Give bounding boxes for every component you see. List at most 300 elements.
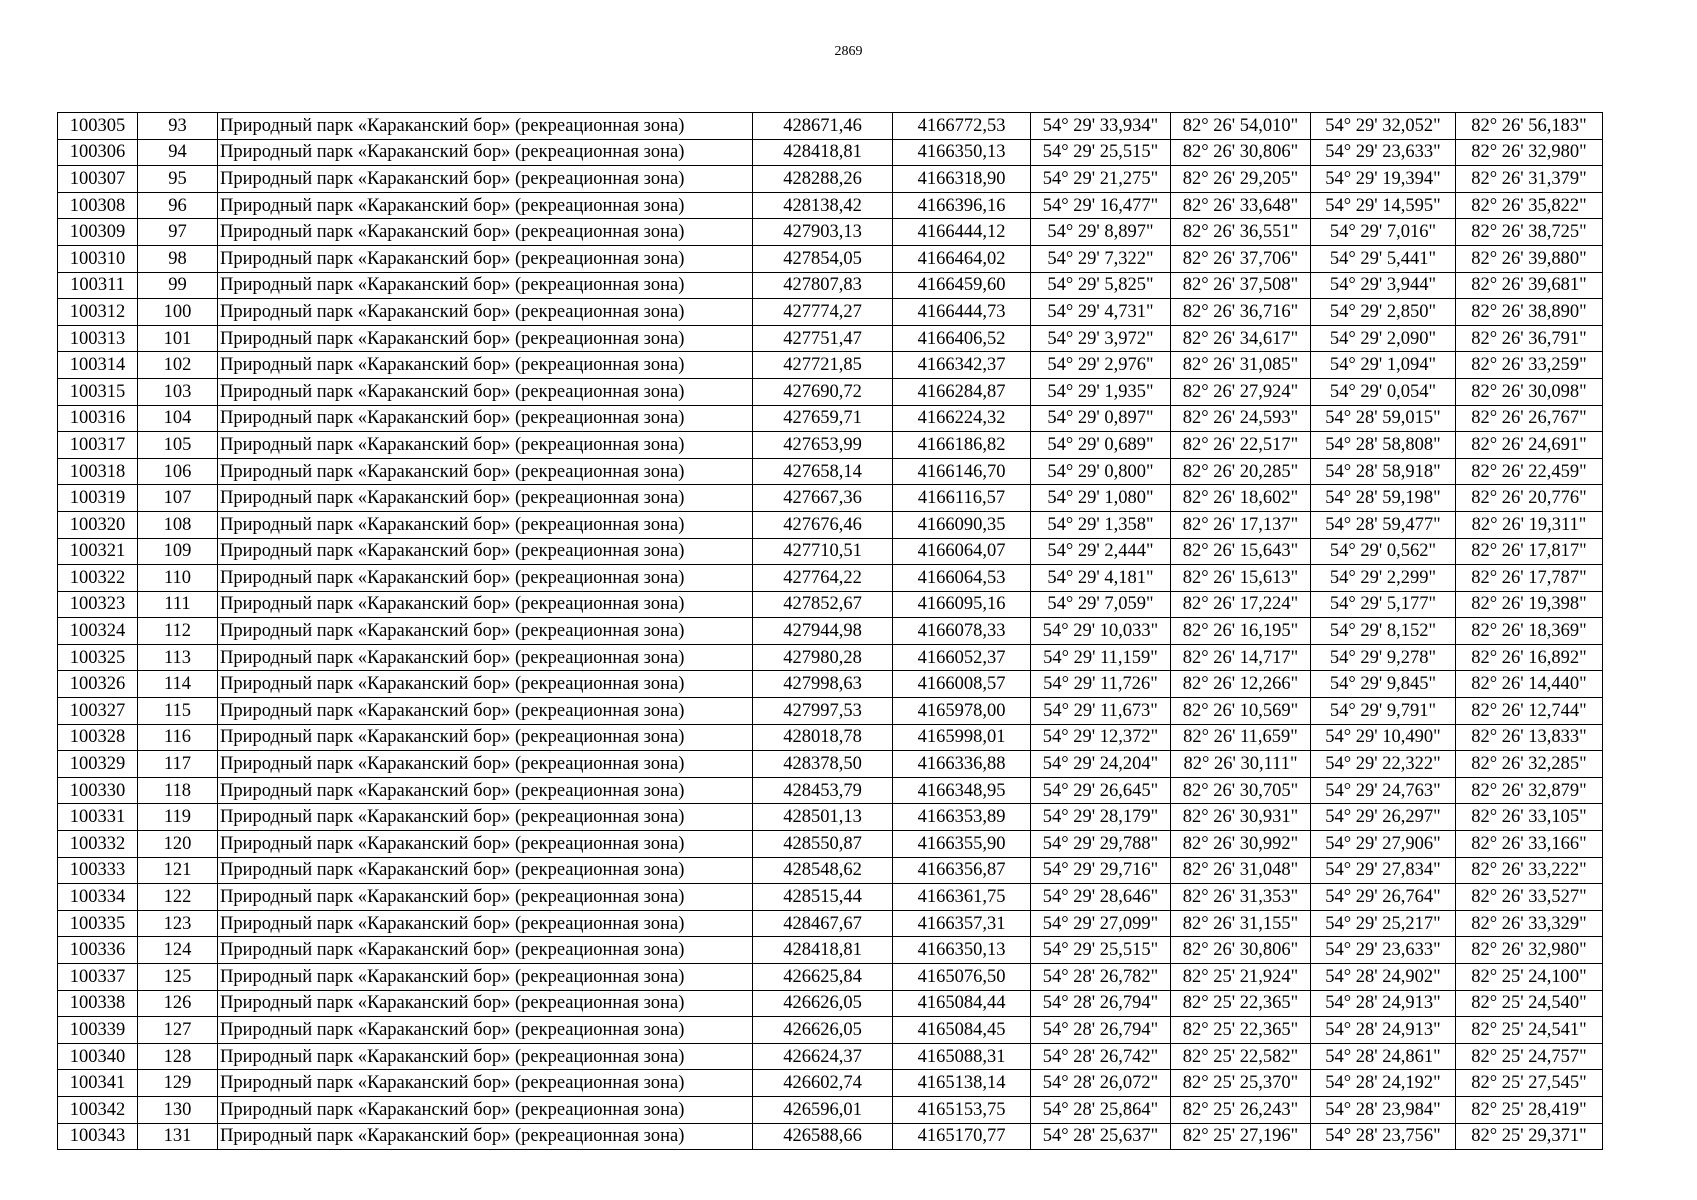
zone-name-cell: Природный парк «Караканский бор» (рекреационная зона) — [218, 1017, 753, 1044]
row-id-cell: 100334 — [58, 884, 138, 911]
row-id-cell: 100343 — [58, 1123, 138, 1150]
y-coordinate-cell: 4166078,33 — [893, 618, 1031, 645]
zone-name-cell: Природный парк «Караканский бор» (рекреационная зона) — [218, 831, 753, 858]
zone-name-cell: Природный парк «Караканский бор» (рекреационная зона) — [218, 139, 753, 166]
longitude-1-cell: 82° 26' 30,931" — [1171, 804, 1311, 831]
longitude-2-cell: 82° 25' 24,100" — [1456, 964, 1603, 991]
x-coordinate-cell: 427852,67 — [753, 591, 893, 618]
longitude-2-cell: 82° 26' 33,259" — [1456, 352, 1603, 379]
row-id-cell: 100319 — [58, 485, 138, 512]
y-coordinate-cell: 4166095,16 — [893, 591, 1031, 618]
x-coordinate-cell: 428548,62 — [753, 857, 893, 884]
zone-name-cell: Природный парк «Караканский бор» (рекреационная зона) — [218, 1043, 753, 1070]
table-row — [58, 405, 1603, 432]
longitude-2-cell: 82° 26' 38,890" — [1456, 299, 1603, 326]
zone-name-cell: Природный парк «Караканский бор» (рекреационная зона) — [218, 618, 753, 645]
y-coordinate-cell: 4166772,53 — [893, 113, 1031, 140]
table-row — [58, 777, 1603, 804]
longitude-1-cell: 82° 26' 36,551" — [1171, 219, 1311, 246]
latitude-1-cell: 54° 29' 11,159" — [1031, 644, 1171, 671]
x-coordinate-cell: 428378,50 — [753, 751, 893, 778]
y-coordinate-cell: 4166090,35 — [893, 511, 1031, 538]
longitude-1-cell: 82° 25' 25,370" — [1171, 1070, 1311, 1097]
longitude-1-cell: 82° 26' 29,205" — [1171, 166, 1311, 193]
table-row — [58, 378, 1603, 405]
longitude-1-cell: 82° 26' 15,643" — [1171, 538, 1311, 565]
x-coordinate-cell: 427658,14 — [753, 458, 893, 485]
point-number-cell: 118 — [138, 777, 218, 804]
zone-name-cell: Природный парк «Караканский бор» (рекреационная зона) — [218, 777, 753, 804]
row-id-cell: 100327 — [58, 698, 138, 725]
zone-name-cell: Природный парк «Караканский бор» (рекреационная зона) — [218, 671, 753, 698]
latitude-2-cell: 54° 29' 3,944" — [1311, 272, 1456, 299]
table-row — [58, 511, 1603, 538]
table-row — [58, 644, 1603, 671]
table-row — [58, 219, 1603, 246]
longitude-2-cell: 82° 26' 20,776" — [1456, 485, 1603, 512]
latitude-1-cell: 54° 29' 7,322" — [1031, 245, 1171, 272]
longitude-1-cell: 82° 25' 22,365" — [1171, 990, 1311, 1017]
row-id-cell: 100325 — [58, 644, 138, 671]
zone-name-cell: Природный парк «Караканский бор» (рекреационная зона) — [218, 990, 753, 1017]
zone-name-cell: Природный парк «Караканский бор» (рекреационная зона) — [218, 1123, 753, 1150]
x-coordinate-cell: 427854,05 — [753, 245, 893, 272]
longitude-2-cell: 82° 26' 16,892" — [1456, 644, 1603, 671]
y-coordinate-cell: 4166064,07 — [893, 538, 1031, 565]
longitude-1-cell: 82° 26' 11,659" — [1171, 724, 1311, 751]
longitude-1-cell: 82° 26' 34,617" — [1171, 325, 1311, 352]
latitude-1-cell: 54° 28' 26,794" — [1031, 990, 1171, 1017]
y-coordinate-cell: 4165088,31 — [893, 1043, 1031, 1070]
y-coordinate-cell: 4165170,77 — [893, 1123, 1031, 1150]
zone-name-cell: Природный парк «Караканский бор» (рекреационная зона) — [218, 485, 753, 512]
x-coordinate-cell: 426602,74 — [753, 1070, 893, 1097]
longitude-1-cell: 82° 26' 31,155" — [1171, 910, 1311, 937]
latitude-1-cell: 54° 29' 0,689" — [1031, 432, 1171, 459]
y-coordinate-cell: 4166318,90 — [893, 166, 1031, 193]
x-coordinate-cell: 426625,84 — [753, 964, 893, 991]
y-coordinate-cell: 4166052,37 — [893, 644, 1031, 671]
table-row — [58, 671, 1603, 698]
latitude-1-cell: 54° 29' 4,181" — [1031, 565, 1171, 592]
latitude-1-cell: 54° 29' 27,099" — [1031, 910, 1171, 937]
longitude-2-cell: 82° 26' 38,725" — [1456, 219, 1603, 246]
point-number-cell: 111 — [138, 591, 218, 618]
latitude-2-cell: 54° 29' 2,850" — [1311, 299, 1456, 326]
row-id-cell: 100314 — [58, 352, 138, 379]
point-number-cell: 129 — [138, 1070, 218, 1097]
zone-name-cell: Природный парк «Караканский бор» (рекреационная зона) — [218, 432, 753, 459]
zone-name-cell: Природный парк «Караканский бор» (рекреационная зона) — [218, 1070, 753, 1097]
latitude-1-cell: 54° 28' 25,637" — [1031, 1123, 1171, 1150]
longitude-1-cell: 82° 26' 27,924" — [1171, 378, 1311, 405]
point-number-cell: 128 — [138, 1043, 218, 1070]
longitude-2-cell: 82° 26' 13,833" — [1456, 724, 1603, 751]
row-id-cell: 100341 — [58, 1070, 138, 1097]
point-number-cell: 102 — [138, 352, 218, 379]
longitude-2-cell: 82° 25' 24,757" — [1456, 1043, 1603, 1070]
row-id-cell: 100321 — [58, 538, 138, 565]
row-id-cell: 100307 — [58, 166, 138, 193]
coordinates-table — [57, 112, 1603, 1150]
row-id-cell: 100336 — [58, 937, 138, 964]
point-number-cell: 113 — [138, 644, 218, 671]
latitude-2-cell: 54° 29' 0,562" — [1311, 538, 1456, 565]
table-row — [58, 192, 1603, 219]
longitude-1-cell: 82° 25' 26,243" — [1171, 1096, 1311, 1123]
x-coordinate-cell: 426588,66 — [753, 1123, 893, 1150]
table-row — [58, 299, 1603, 326]
longitude-2-cell: 82° 26' 30,098" — [1456, 378, 1603, 405]
y-coordinate-cell: 4166361,75 — [893, 884, 1031, 911]
longitude-1-cell: 82° 26' 15,613" — [1171, 565, 1311, 592]
table-row — [58, 804, 1603, 831]
row-id-cell: 100322 — [58, 565, 138, 592]
longitude-2-cell: 82° 26' 35,822" — [1456, 192, 1603, 219]
row-id-cell: 100315 — [58, 378, 138, 405]
longitude-2-cell: 82° 26' 22,459" — [1456, 458, 1603, 485]
x-coordinate-cell: 427676,46 — [753, 511, 893, 538]
longitude-1-cell: 82° 26' 31,353" — [1171, 884, 1311, 911]
point-number-cell: 131 — [138, 1123, 218, 1150]
latitude-2-cell: 54° 28' 58,808" — [1311, 432, 1456, 459]
x-coordinate-cell: 427997,53 — [753, 698, 893, 725]
longitude-2-cell: 82° 26' 14,440" — [1456, 671, 1603, 698]
latitude-2-cell: 54° 29' 24,763" — [1311, 777, 1456, 804]
row-id-cell: 100317 — [58, 432, 138, 459]
latitude-1-cell: 54° 29' 21,275" — [1031, 166, 1171, 193]
zone-name-cell: Природный парк «Караканский бор» (рекреационная зона) — [218, 698, 753, 725]
y-coordinate-cell: 4166396,16 — [893, 192, 1031, 219]
latitude-2-cell: 54° 28' 59,477" — [1311, 511, 1456, 538]
point-number-cell: 114 — [138, 671, 218, 698]
x-coordinate-cell: 426596,01 — [753, 1096, 893, 1123]
x-coordinate-cell: 426624,37 — [753, 1043, 893, 1070]
zone-name-cell: Природный парк «Караканский бор» (рекреационная зона) — [218, 325, 753, 352]
table-row — [58, 485, 1603, 512]
point-number-cell: 108 — [138, 511, 218, 538]
longitude-2-cell: 82° 26' 33,329" — [1456, 910, 1603, 937]
x-coordinate-cell: 427751,47 — [753, 325, 893, 352]
longitude-1-cell: 82° 26' 22,517" — [1171, 432, 1311, 459]
y-coordinate-cell: 4166342,37 — [893, 352, 1031, 379]
longitude-1-cell: 82° 26' 30,806" — [1171, 139, 1311, 166]
longitude-1-cell: 82° 26' 36,716" — [1171, 299, 1311, 326]
longitude-2-cell: 82° 25' 27,545" — [1456, 1070, 1603, 1097]
y-coordinate-cell: 4165076,50 — [893, 964, 1031, 991]
latitude-2-cell: 54° 29' 27,834" — [1311, 857, 1456, 884]
longitude-1-cell: 82° 26' 54,010" — [1171, 113, 1311, 140]
x-coordinate-cell: 428418,81 — [753, 139, 893, 166]
point-number-cell: 120 — [138, 831, 218, 858]
y-coordinate-cell: 4166406,52 — [893, 325, 1031, 352]
zone-name-cell: Природный парк «Караканский бор» (рекреационная зона) — [218, 511, 753, 538]
latitude-1-cell: 54° 29' 8,897" — [1031, 219, 1171, 246]
point-number-cell: 117 — [138, 751, 218, 778]
point-number-cell: 123 — [138, 910, 218, 937]
longitude-1-cell: 82° 26' 30,806" — [1171, 937, 1311, 964]
zone-name-cell: Природный парк «Караканский бор» (рекреационная зона) — [218, 245, 753, 272]
latitude-2-cell: 54° 28' 23,984" — [1311, 1096, 1456, 1123]
table-row — [58, 857, 1603, 884]
point-number-cell: 115 — [138, 698, 218, 725]
x-coordinate-cell: 427690,72 — [753, 378, 893, 405]
longitude-1-cell: 82° 26' 30,705" — [1171, 777, 1311, 804]
y-coordinate-cell: 4166350,13 — [893, 139, 1031, 166]
longitude-1-cell: 82° 26' 10,569" — [1171, 698, 1311, 725]
longitude-2-cell: 82° 26' 33,527" — [1456, 884, 1603, 911]
longitude-1-cell: 82° 26' 31,048" — [1171, 857, 1311, 884]
table-row — [58, 884, 1603, 911]
longitude-1-cell: 82° 26' 37,508" — [1171, 272, 1311, 299]
table-row — [58, 618, 1603, 645]
point-number-cell: 94 — [138, 139, 218, 166]
latitude-1-cell: 54° 29' 29,788" — [1031, 831, 1171, 858]
x-coordinate-cell: 428467,67 — [753, 910, 893, 937]
latitude-1-cell: 54° 29' 4,731" — [1031, 299, 1171, 326]
table-row — [58, 1123, 1603, 1150]
zone-name-cell: Природный парк «Караканский бор» (рекреационная зона) — [218, 352, 753, 379]
y-coordinate-cell: 4166357,31 — [893, 910, 1031, 937]
point-number-cell: 98 — [138, 245, 218, 272]
latitude-2-cell: 54° 29' 23,633" — [1311, 139, 1456, 166]
zone-name-cell: Природный парк «Караканский бор» (рекреационная зона) — [218, 884, 753, 911]
y-coordinate-cell: 4166146,70 — [893, 458, 1031, 485]
row-id-cell: 100338 — [58, 990, 138, 1017]
longitude-2-cell: 82° 26' 32,980" — [1456, 937, 1603, 964]
table-row — [58, 565, 1603, 592]
point-number-cell: 100 — [138, 299, 218, 326]
latitude-2-cell: 54° 29' 19,394" — [1311, 166, 1456, 193]
table-row — [58, 325, 1603, 352]
latitude-2-cell: 54° 29' 10,490" — [1311, 724, 1456, 751]
point-number-cell: 124 — [138, 937, 218, 964]
row-id-cell: 100337 — [58, 964, 138, 991]
zone-name-cell: Природный парк «Караканский бор» (рекреационная зона) — [218, 378, 753, 405]
latitude-1-cell: 54° 28' 26,072" — [1031, 1070, 1171, 1097]
y-coordinate-cell: 4166353,89 — [893, 804, 1031, 831]
zone-name-cell: Природный парк «Караканский бор» (рекреационная зона) — [218, 219, 753, 246]
y-coordinate-cell: 4166064,53 — [893, 565, 1031, 592]
latitude-2-cell: 54° 29' 5,441" — [1311, 245, 1456, 272]
x-coordinate-cell: 428550,87 — [753, 831, 893, 858]
zone-name-cell: Природный парк «Караканский бор» (рекреационная зона) — [218, 458, 753, 485]
latitude-1-cell: 54° 28' 26,794" — [1031, 1017, 1171, 1044]
zone-name-cell: Природный парк «Караканский бор» (рекреационная зона) — [218, 538, 753, 565]
latitude-1-cell: 54° 29' 2,976" — [1031, 352, 1171, 379]
table-row — [58, 964, 1603, 991]
x-coordinate-cell: 426626,05 — [753, 990, 893, 1017]
zone-name-cell: Природный парк «Караканский бор» (рекреационная зона) — [218, 964, 753, 991]
table-row — [58, 751, 1603, 778]
x-coordinate-cell: 428418,81 — [753, 937, 893, 964]
x-coordinate-cell: 427980,28 — [753, 644, 893, 671]
x-coordinate-cell: 427774,27 — [753, 299, 893, 326]
table-row — [58, 698, 1603, 725]
point-number-cell: 99 — [138, 272, 218, 299]
longitude-1-cell: 82° 26' 12,266" — [1171, 671, 1311, 698]
latitude-1-cell: 54° 29' 28,179" — [1031, 804, 1171, 831]
table-row — [58, 245, 1603, 272]
longitude-2-cell: 82° 26' 19,398" — [1456, 591, 1603, 618]
point-number-cell: 110 — [138, 565, 218, 592]
x-coordinate-cell: 427764,22 — [753, 565, 893, 592]
x-coordinate-cell: 427710,51 — [753, 538, 893, 565]
longitude-2-cell: 82° 26' 33,166" — [1456, 831, 1603, 858]
table-row — [58, 724, 1603, 751]
row-id-cell: 100308 — [58, 192, 138, 219]
longitude-2-cell: 82° 26' 39,681" — [1456, 272, 1603, 299]
x-coordinate-cell: 428501,13 — [753, 804, 893, 831]
y-coordinate-cell: 4165998,01 — [893, 724, 1031, 751]
table-row — [58, 1070, 1603, 1097]
latitude-2-cell: 54° 29' 22,322" — [1311, 751, 1456, 778]
latitude-1-cell: 54° 29' 25,515" — [1031, 937, 1171, 964]
latitude-2-cell: 54° 29' 7,016" — [1311, 219, 1456, 246]
row-id-cell: 100332 — [58, 831, 138, 858]
table-row — [58, 937, 1603, 964]
row-id-cell: 100329 — [58, 751, 138, 778]
table-row — [58, 990, 1603, 1017]
latitude-1-cell: 54° 29' 29,716" — [1031, 857, 1171, 884]
latitude-2-cell: 54° 29' 27,906" — [1311, 831, 1456, 858]
y-coordinate-cell: 4165084,44 — [893, 990, 1031, 1017]
x-coordinate-cell: 428515,44 — [753, 884, 893, 911]
longitude-2-cell: 82° 26' 56,183" — [1456, 113, 1603, 140]
y-coordinate-cell: 4166444,73 — [893, 299, 1031, 326]
latitude-2-cell: 54° 29' 26,764" — [1311, 884, 1456, 911]
row-id-cell: 100342 — [58, 1096, 138, 1123]
point-number-cell: 101 — [138, 325, 218, 352]
point-number-cell: 116 — [138, 724, 218, 751]
zone-name-cell: Природный парк «Караканский бор» (рекреационная зона) — [218, 405, 753, 432]
zone-name-cell: Природный парк «Караканский бор» (рекреационная зона) — [218, 166, 753, 193]
zone-name-cell: Природный парк «Караканский бор» (рекреационная зона) — [218, 1096, 753, 1123]
point-number-cell: 109 — [138, 538, 218, 565]
latitude-1-cell: 54° 29' 24,204" — [1031, 751, 1171, 778]
latitude-1-cell: 54° 29' 7,059" — [1031, 591, 1171, 618]
x-coordinate-cell: 426626,05 — [753, 1017, 893, 1044]
latitude-2-cell: 54° 29' 25,217" — [1311, 910, 1456, 937]
row-id-cell: 100320 — [58, 511, 138, 538]
longitude-2-cell: 82° 25' 29,371" — [1456, 1123, 1603, 1150]
row-id-cell: 100312 — [58, 299, 138, 326]
latitude-1-cell: 54° 28' 26,742" — [1031, 1043, 1171, 1070]
row-id-cell: 100333 — [58, 857, 138, 884]
longitude-2-cell: 82° 26' 36,791" — [1456, 325, 1603, 352]
row-id-cell: 100335 — [58, 910, 138, 937]
latitude-2-cell: 54° 28' 24,913" — [1311, 990, 1456, 1017]
table-row — [58, 831, 1603, 858]
latitude-2-cell: 54° 28' 59,015" — [1311, 405, 1456, 432]
latitude-2-cell: 54° 28' 24,192" — [1311, 1070, 1456, 1097]
y-coordinate-cell: 4165138,14 — [893, 1070, 1031, 1097]
table-row — [58, 910, 1603, 937]
x-coordinate-cell: 427998,63 — [753, 671, 893, 698]
row-id-cell: 100309 — [58, 219, 138, 246]
latitude-2-cell: 54° 28' 24,861" — [1311, 1043, 1456, 1070]
latitude-2-cell: 54° 29' 0,054" — [1311, 378, 1456, 405]
table-row — [58, 1043, 1603, 1070]
y-coordinate-cell: 4166464,02 — [893, 245, 1031, 272]
latitude-2-cell: 54° 29' 26,297" — [1311, 804, 1456, 831]
row-id-cell: 100340 — [58, 1043, 138, 1070]
latitude-1-cell: 54° 28' 26,782" — [1031, 964, 1171, 991]
longitude-2-cell: 82° 26' 17,787" — [1456, 565, 1603, 592]
latitude-2-cell: 54° 29' 2,299" — [1311, 565, 1456, 592]
table-row — [58, 1096, 1603, 1123]
latitude-1-cell: 54° 29' 1,080" — [1031, 485, 1171, 512]
latitude-2-cell: 54° 28' 24,913" — [1311, 1017, 1456, 1044]
longitude-2-cell: 82° 26' 19,311" — [1456, 511, 1603, 538]
longitude-1-cell: 82° 26' 17,137" — [1171, 511, 1311, 538]
zone-name-cell: Природный парк «Караканский бор» (рекреационная зона) — [218, 910, 753, 937]
x-coordinate-cell: 428018,78 — [753, 724, 893, 751]
zone-name-cell: Природный парк «Караканский бор» (рекреационная зона) — [218, 272, 753, 299]
zone-name-cell: Природный парк «Караканский бор» (рекреационная зона) — [218, 751, 753, 778]
point-number-cell: 125 — [138, 964, 218, 991]
longitude-1-cell: 82° 25' 22,365" — [1171, 1017, 1311, 1044]
zone-name-cell: Природный парк «Караканский бор» (рекреационная зона) — [218, 724, 753, 751]
longitude-2-cell: 82° 26' 12,744" — [1456, 698, 1603, 725]
y-coordinate-cell: 4166186,82 — [893, 432, 1031, 459]
longitude-2-cell: 82° 26' 32,879" — [1456, 777, 1603, 804]
longitude-1-cell: 82° 26' 30,111" — [1171, 751, 1311, 778]
latitude-2-cell: 54° 29' 23,633" — [1311, 937, 1456, 964]
latitude-2-cell: 54° 29' 1,094" — [1311, 352, 1456, 379]
x-coordinate-cell: 427721,85 — [753, 352, 893, 379]
latitude-2-cell: 54° 29' 8,152" — [1311, 618, 1456, 645]
longitude-2-cell: 82° 26' 17,817" — [1456, 538, 1603, 565]
longitude-1-cell: 82° 25' 27,196" — [1171, 1123, 1311, 1150]
point-number-cell: 126 — [138, 990, 218, 1017]
table-row — [58, 432, 1603, 459]
y-coordinate-cell: 4166116,57 — [893, 485, 1031, 512]
table-row — [58, 166, 1603, 193]
latitude-1-cell: 54° 29' 11,726" — [1031, 671, 1171, 698]
longitude-1-cell: 82° 26' 16,195" — [1171, 618, 1311, 645]
x-coordinate-cell: 428671,46 — [753, 113, 893, 140]
latitude-1-cell: 54° 29' 1,935" — [1031, 378, 1171, 405]
table-row — [58, 272, 1603, 299]
table-row — [58, 352, 1603, 379]
longitude-1-cell: 82° 25' 22,582" — [1171, 1043, 1311, 1070]
table-row — [58, 591, 1603, 618]
point-number-cell: 127 — [138, 1017, 218, 1044]
zone-name-cell: Природный парк «Караканский бор» (рекреационная зона) — [218, 804, 753, 831]
latitude-1-cell: 54° 29' 10,033" — [1031, 618, 1171, 645]
zone-name-cell: Природный парк «Караканский бор» (рекреационная зона) — [218, 937, 753, 964]
y-coordinate-cell: 4166355,90 — [893, 831, 1031, 858]
y-coordinate-cell: 4165084,45 — [893, 1017, 1031, 1044]
latitude-2-cell: 54° 28' 24,902" — [1311, 964, 1456, 991]
y-coordinate-cell: 4166356,87 — [893, 857, 1031, 884]
latitude-1-cell: 54° 29' 0,800" — [1031, 458, 1171, 485]
x-coordinate-cell: 427659,71 — [753, 405, 893, 432]
y-coordinate-cell: 4166336,88 — [893, 751, 1031, 778]
point-number-cell: 121 — [138, 857, 218, 884]
point-number-cell: 104 — [138, 405, 218, 432]
y-coordinate-cell: 4166224,32 — [893, 405, 1031, 432]
longitude-2-cell: 82° 26' 31,379" — [1456, 166, 1603, 193]
longitude-2-cell: 82° 25' 24,541" — [1456, 1017, 1603, 1044]
y-coordinate-cell: 4166348,95 — [893, 777, 1031, 804]
row-id-cell: 100311 — [58, 272, 138, 299]
x-coordinate-cell: 427667,36 — [753, 485, 893, 512]
latitude-2-cell: 54° 29' 32,052" — [1311, 113, 1456, 140]
row-id-cell: 100324 — [58, 618, 138, 645]
y-coordinate-cell: 4166459,60 — [893, 272, 1031, 299]
